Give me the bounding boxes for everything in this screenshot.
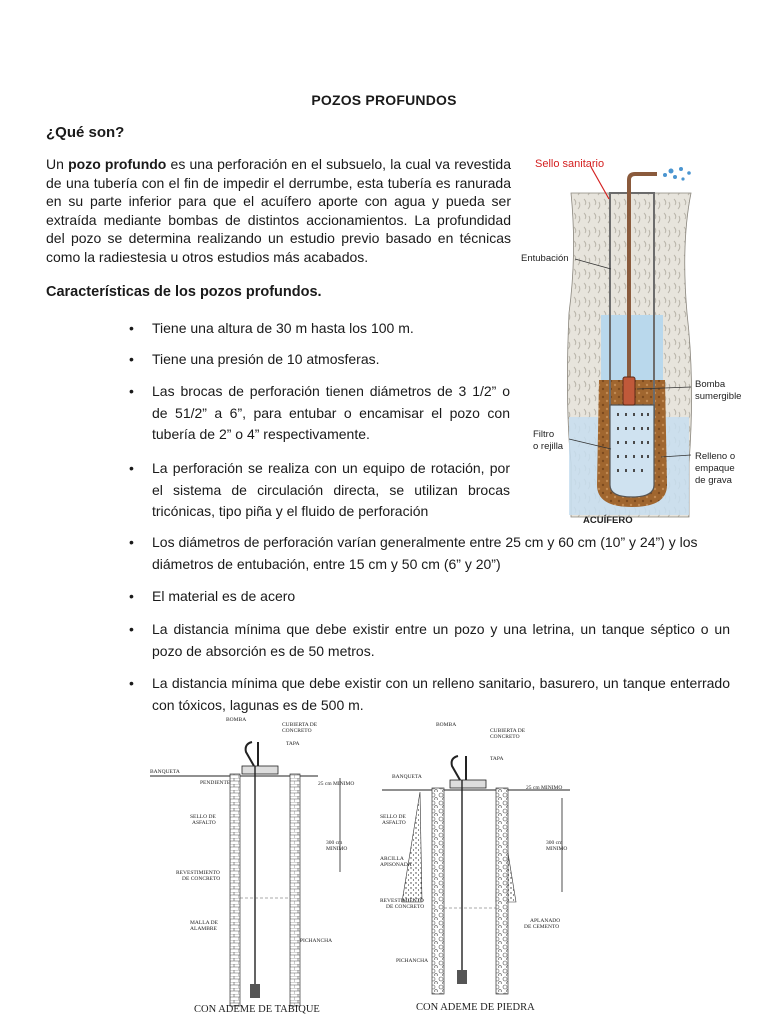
section-question-heading: ¿Qué son? — [46, 124, 125, 141]
label-left-malla-1: MALLA DE — [190, 920, 218, 926]
bullet-dot: • — [129, 351, 134, 367]
label-right-cubierta-1: CUBIERTA DE — [490, 728, 526, 734]
bullet-dot: • — [129, 383, 134, 399]
list-item-text: La distancia mínima que debe existir con un relleno sanitario, basurero, un tanque enterrado con tóxicos, lagunas es de 500 m. — [152, 675, 730, 713]
list-item — [129, 381, 510, 446]
label-left-minimo-25: 25 cm MINIMO — [318, 781, 355, 787]
label-left-prof-1: 300 cm — [326, 840, 343, 846]
list-item — [129, 349, 512, 371]
label-right-banqueta: BANQUETA — [392, 774, 422, 780]
label-left-cubierta-1: CUBIERTA DE — [282, 722, 318, 728]
intro-bold-term: pozo profundo — [68, 156, 167, 172]
water-spray-icon — [663, 167, 691, 181]
list-item — [129, 673, 730, 716]
label-relleno-2: empaque — [695, 463, 735, 474]
characteristics-heading: Características de los pozos profundos. — [46, 284, 322, 300]
label-right-pichancha: PICHANCHA — [396, 958, 429, 964]
stone-lined-well — [380, 722, 570, 1013]
list-item — [129, 532, 730, 575]
well-construction-diagrams — [150, 712, 590, 1024]
label-relleno-1: Relleno o — [695, 451, 736, 462]
label-right-rev-1: REVESTIMIENTO — [380, 898, 424, 904]
label-right-prof-2: MINIMO — [546, 846, 568, 852]
page-title: POZOS PROFUNDOS — [311, 92, 457, 108]
list-item — [129, 619, 730, 662]
label-right-bomba: BOMBA — [436, 722, 457, 728]
label-left-malla-2: ALAMBRE — [190, 926, 217, 932]
label-left-bomba: BOMBA — [226, 717, 247, 723]
label-filtro-2: o rejilla — [533, 441, 564, 452]
label-right-tapa: TAPA — [490, 756, 504, 762]
intro-text: es una perforación en el subsuelo, la cual va revestida de una tubería con el fin de impedir el derrumbe, esta tubería es ranurada en su parte inferior para que el acuífero aporte con agua y pueda ser extraída mediante bombas de distintos accionamientos. La profundidad del pozo se determina realizando un estudio previo basado en técnicas como la radiestesia u otros estudios más acabados. — [46, 156, 511, 265]
intro-lead: Un — [46, 156, 69, 172]
label-left-sello-2: ASFALTO — [192, 820, 216, 826]
label-bomba-2: sumergible — [695, 391, 742, 402]
list-item-text: El material es de acero — [152, 588, 296, 604]
filter-screen — [610, 405, 654, 497]
label-left-tapa: TAPA — [286, 741, 300, 747]
label-filtro-1: Filtro — [533, 429, 555, 440]
list-item-text: La perforación se realiza con un equipo de rotación, por el sistema de circulación directa, se utilizan brocas tricónicas, tipo piña y el fluido de perforación — [152, 460, 510, 519]
bullet-dot: • — [129, 621, 134, 637]
label-left-rev-2: DE CONCRETO — [182, 876, 221, 882]
label-right-minimo-25: 25 cm MINIMO — [526, 785, 563, 791]
label-left-cubierta-2: CONCRETO — [282, 728, 312, 734]
label-acuifero: ACUÍFERO — [583, 515, 633, 526]
list-item-text: Los diámetros de perforación varían generalmente entre 25 cm y 60 cm (10” y 24”) y los diámetros de entubación, entre 15 cm y 50 cm (6” y 20”) — [152, 534, 698, 572]
label-left-banqueta: BANQUETA — [150, 769, 180, 775]
submersible-pump — [623, 377, 635, 405]
brick-lined-well — [150, 717, 354, 1015]
label-right-cubierta-2: CONCRETO — [490, 734, 520, 740]
list-item-text: Tiene una altura de 30 m hasta los 100 m. — [152, 320, 414, 336]
list-item-text: Tiene una presión de 10 atmosferas. — [152, 351, 380, 367]
label-sello-sanitario: Sello sanitario — [535, 158, 605, 170]
list-item — [129, 318, 512, 340]
list-item-text: Las brocas de perforación tienen diámetros de 3 1/2” o de 51/2” a 6”, para entubar o encamisar el pozo con tubería de 2” o 4” respectivamente. — [152, 383, 510, 442]
bullet-dot: • — [129, 460, 134, 476]
label-left-pichancha: PICHANCHA — [300, 938, 333, 944]
label-bomba-1: Bomba — [695, 379, 726, 390]
label-right-rev-2: DE CONCRETO — [386, 904, 425, 910]
label-right-prof-1: 300 cm — [546, 840, 563, 846]
label-right-aplanado-2: DE CEMENTO — [524, 924, 560, 930]
label-left-sello-1: SELLO DE — [190, 814, 216, 820]
label-left-prof-2: MINIMO — [326, 846, 348, 852]
label-left-pendiente: PENDIENTE — [200, 780, 231, 786]
label-right-arcilla-1: ARCILLA — [380, 856, 404, 862]
list-item — [129, 458, 510, 523]
label-entubacion: Entubación — [521, 253, 569, 264]
caption-right: CON ADEME DE PIEDRA — [416, 1002, 535, 1013]
deep-well-diagram — [513, 155, 765, 527]
bullet-dot: • — [129, 675, 134, 691]
list-item-text: La distancia mínima que debe existir entre un pozo y una letrina, un tanque séptico o un pozo de absorción es de 50 metros. — [152, 621, 730, 659]
label-right-aplanado-1: APLANADO — [530, 918, 561, 924]
bullet-dot: • — [129, 588, 134, 604]
bullet-dot: • — [129, 534, 134, 550]
label-right-sello-1: SELLO DE — [380, 814, 406, 820]
label-right-arcilla-2: APISONADA — [380, 862, 412, 868]
caption-left: CON ADEME DE TABIQUE — [194, 1004, 320, 1015]
bullet-dot: • — [129, 320, 134, 336]
list-item — [129, 586, 730, 608]
intro-paragraph — [46, 155, 511, 267]
label-right-sello-2: ASFALTO — [382, 820, 406, 826]
label-left-rev-1: REVESTIMIENTO — [176, 870, 220, 876]
label-relleno-3: de grava — [695, 475, 732, 486]
